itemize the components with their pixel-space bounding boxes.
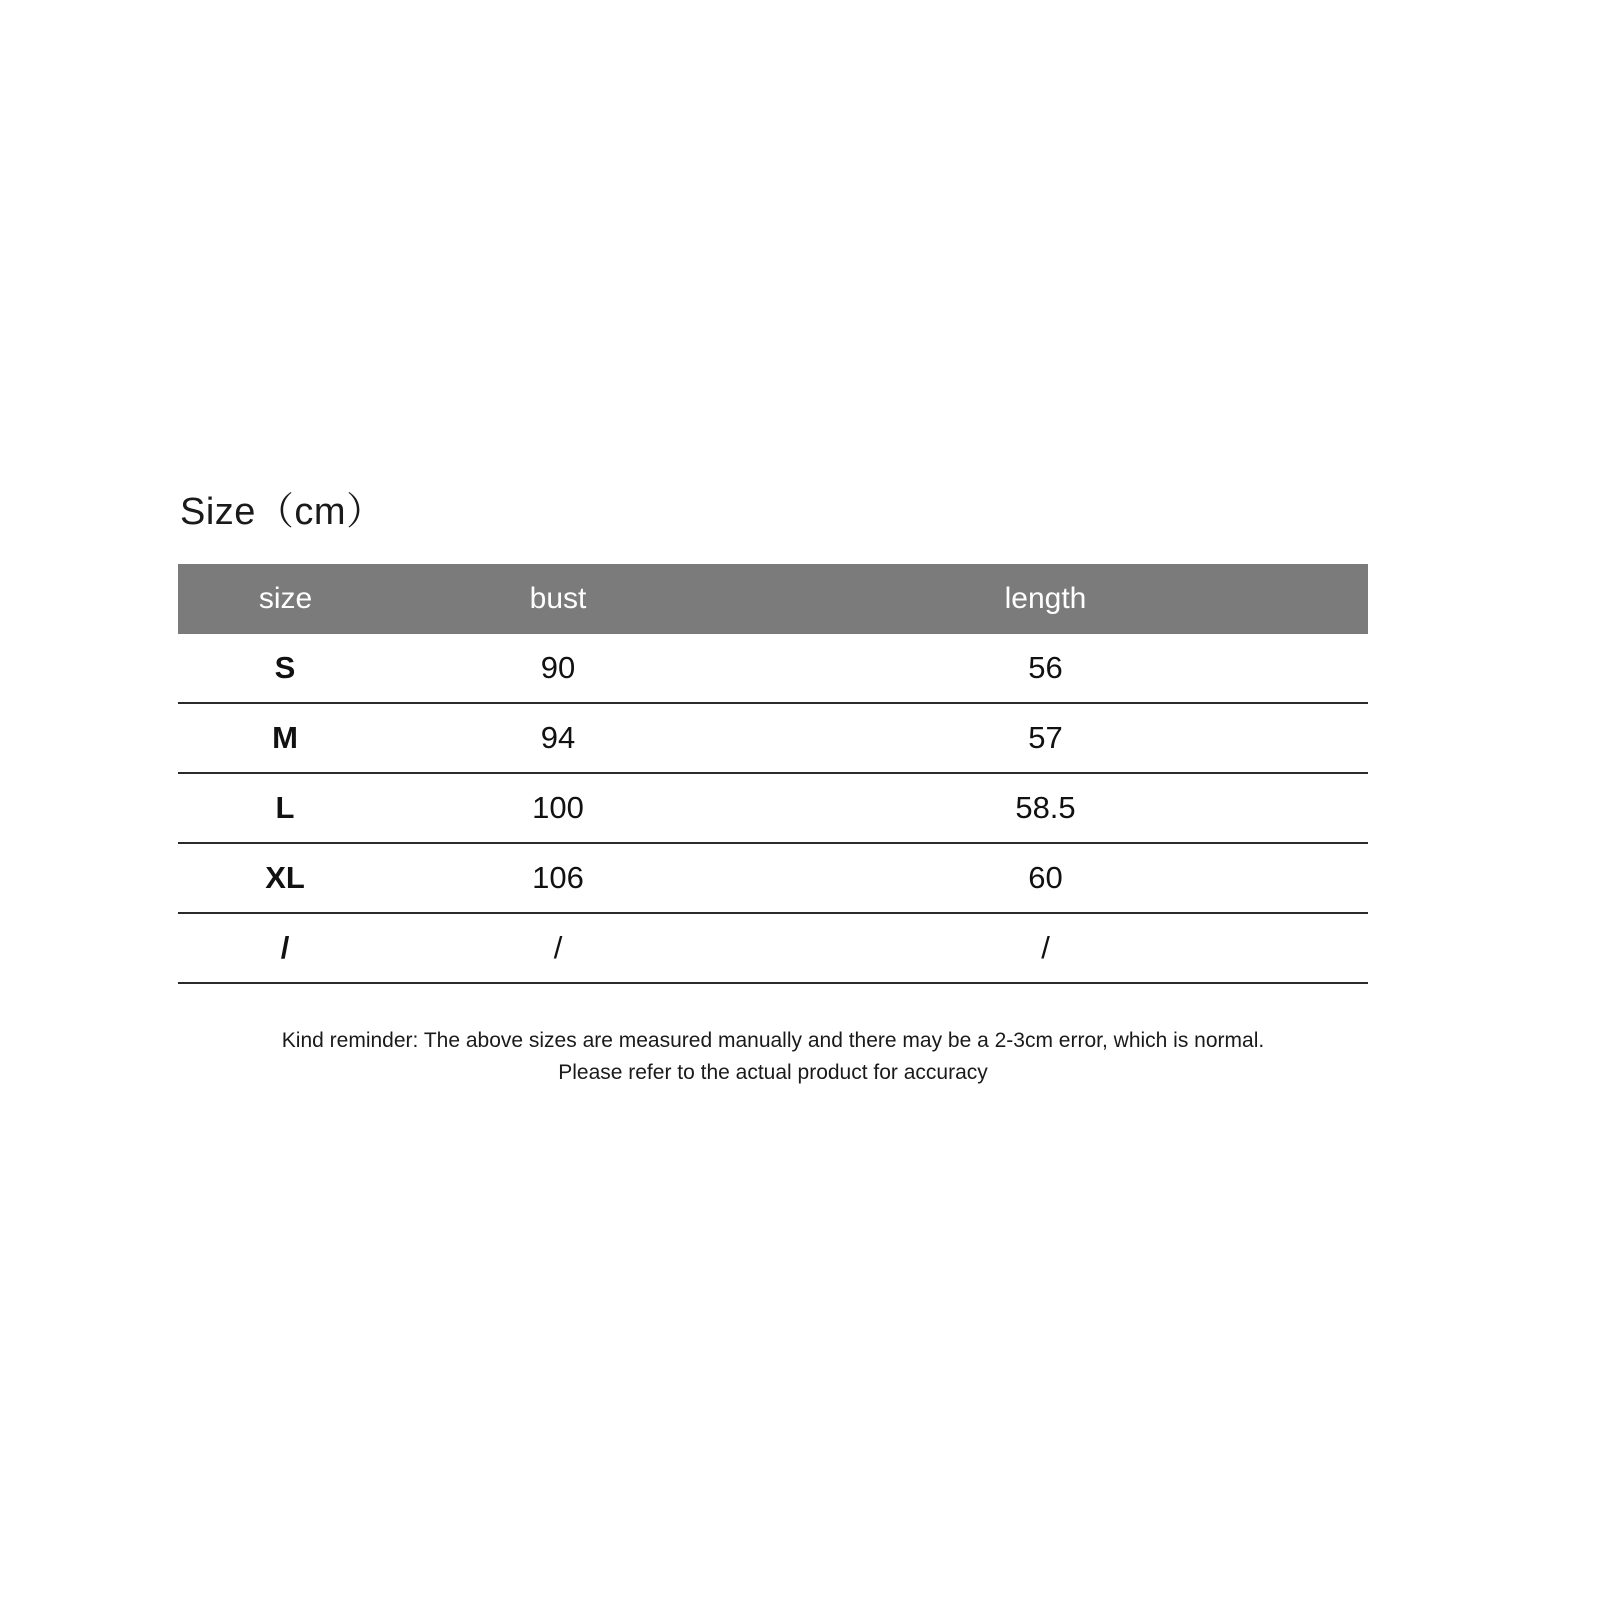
note-line-1: Kind reminder: The above sizes are measured manually and there may be a 2-3cm error, which is normal. [281,1029,1265,1052]
table-row [178,773,1368,843]
column-header-size: size [178,564,393,634]
page-title: Size（cm） [180,491,385,533]
table-header-row [178,564,1368,634]
cell-length: / [723,913,1368,983]
cell-size: M [178,703,393,773]
cell-size: S [178,634,393,703]
size-table [178,564,1368,984]
cell-length: 58.5 [723,773,1368,843]
table-row [178,913,1368,983]
column-header-bust: bust [393,564,723,634]
cell-length: 60 [723,843,1368,913]
cell-size: XL [178,843,393,913]
table-row [178,703,1368,773]
cell-bust: 90 [393,634,723,703]
cell-length: 56 [723,634,1368,703]
table-header [178,564,1368,634]
cell-bust: 106 [393,843,723,913]
cell-bust: / [393,913,723,983]
size-chart-block [178,490,1368,984]
table-row [178,634,1368,703]
cell-bust: 100 [393,773,723,843]
cell-length: 57 [723,703,1368,773]
table-row [178,843,1368,913]
table-body [178,634,1368,983]
measurement-note [178,1025,1368,1088]
cell-bust: 94 [393,703,723,773]
cell-size: / [178,913,393,983]
column-header-length: length [723,564,1368,634]
note-line-2: Please refer to the actual product for accuracy [558,1060,988,1084]
cell-size: L [178,773,393,843]
